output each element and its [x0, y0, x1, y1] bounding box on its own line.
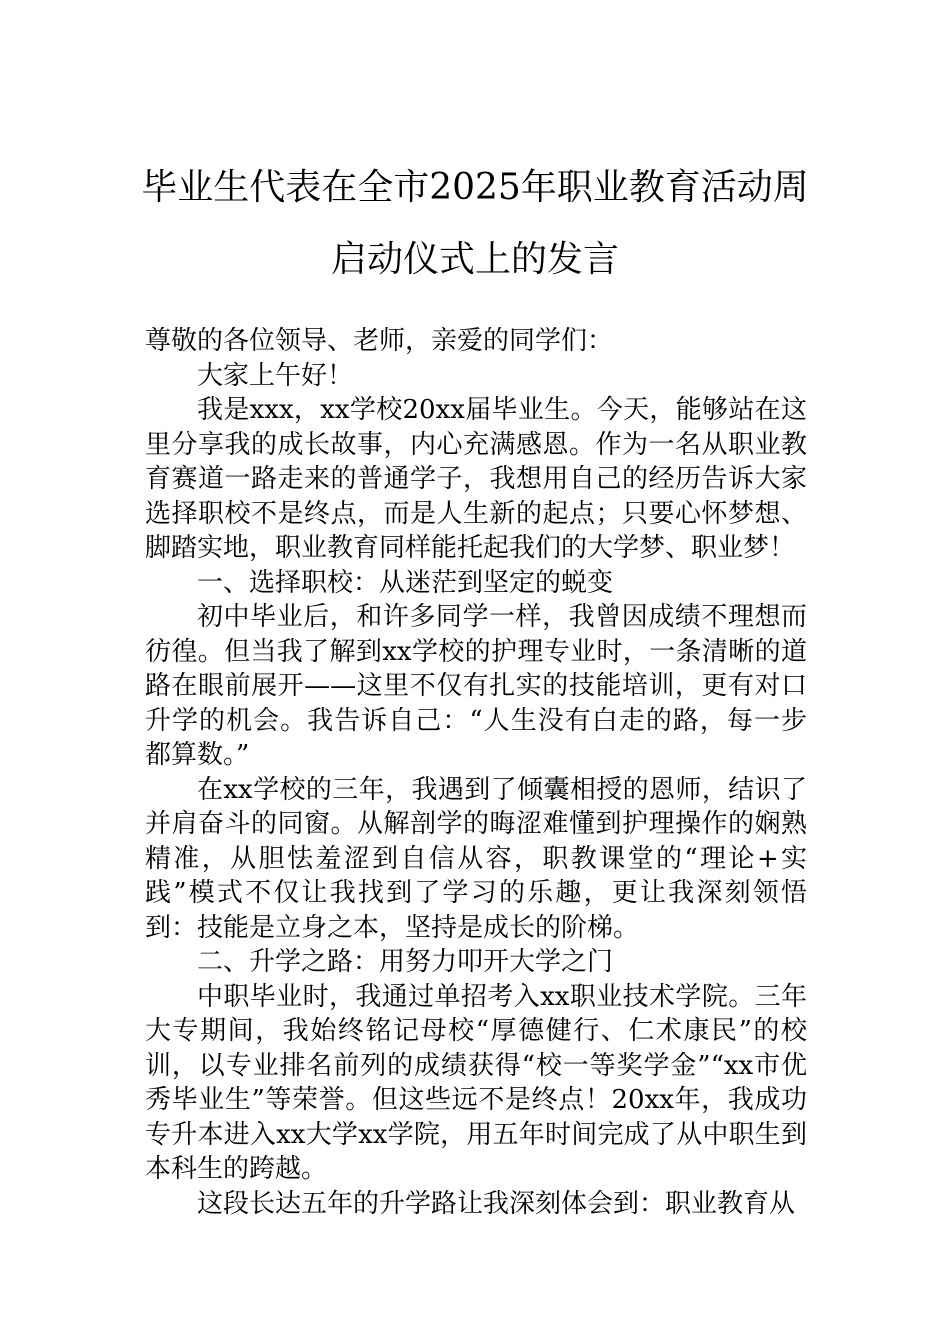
salutation: 尊敬的各位领导、老师，亲爱的同学们：	[145, 326, 614, 356]
document-title-line-2: 启动仪式上的发言	[330, 239, 619, 280]
paragraph-further-study: 中职毕业时，我通过单招考入xx职业技术学院。三年大专期间，我始终铭记母校“厚德健行、仁术康民”的校训，以专业排名前列的成绩获得“校一等奖学金”“xx市优秀毕业生”等荣誉。但这些远不是终点！20xx年，我成功专升本进入xx大学xx学院，用五年时间完成了从中职生到本科生的跨越。	[145, 981, 807, 1184]
paragraph-intro: 我是xxx，xx学校20xx届毕业生。今天，能够站在这里分享我的成长故事，内心充满感恩。作为一名从职业教育赛道一路走来的普通学子，我想用自己的经历告诉大家选择职校不是终点，而是人生新的起点；只要心怀梦想、脚踏实地，职业教育同样能托起我们的大学梦、职业梦！	[145, 395, 807, 563]
greeting: 大家上午好！	[197, 360, 354, 391]
document-body	[145, 324, 807, 1221]
document-title-line-1: 毕业生代表在全市2025年职业教育活动周	[141, 167, 809, 208]
section-heading-2: 二、升学之路：用努力叩开大学之门	[197, 947, 614, 977]
paragraph-reflection: 这段长达五年的升学路让我深刻体会到：职业教育从	[197, 1188, 796, 1219]
paragraph-choice: 初中毕业后，和许多同学一样，我曾因成绩不理想而彷徨。但当我了解到xx学校的护理专业时，一条清晰的道路在眼前展开——这里不仅有扎实的技能培训，更有对口升学的机会。我告诉自己：“人生没有白走的路，每一步都算数。”	[145, 602, 807, 770]
paragraph-three-years: 在xx学校的三年，我遇到了倾囊相授的恩师，结识了并肩奋斗的同窗。从解剖学的晦涩难懂到护理操作的娴熟精准，从胆怯羞涩到自信从容，职教课堂的“理论+实践”模式不仅让我找到了学习的乐趣，更让我深刻领悟到：技能是立身之本，坚持是成长的阶梯。	[145, 774, 807, 943]
section-heading-1: 一、选择职校：从迷茫到坚定的蜕变	[197, 567, 614, 598]
